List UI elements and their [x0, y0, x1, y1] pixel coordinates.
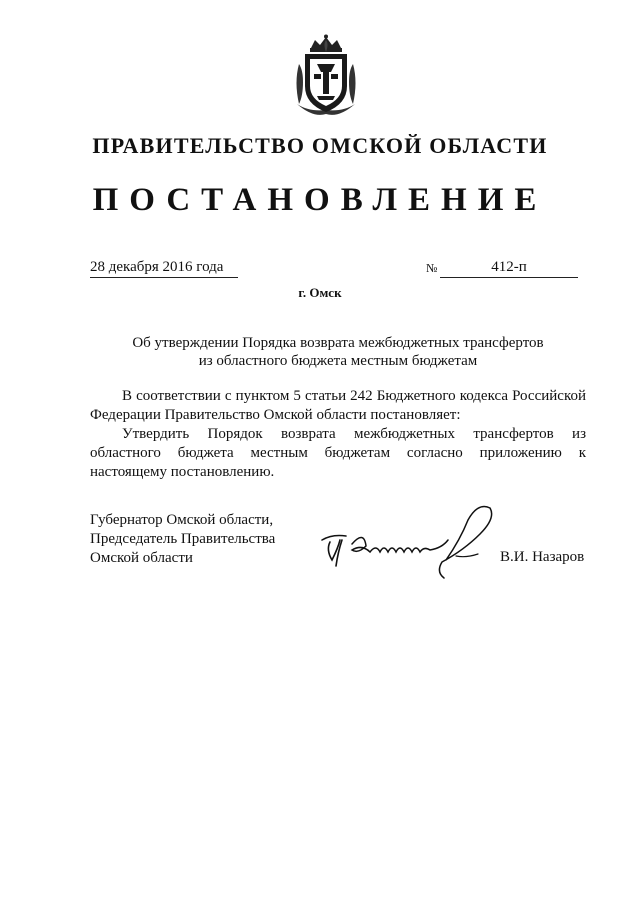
document-subject [90, 334, 586, 370]
city: г. Омск [298, 285, 342, 300]
signer-title-line: Губернатор Омской области, [90, 512, 274, 528]
document-body [90, 387, 586, 482]
number-sign: № [426, 261, 438, 275]
signer-title [90, 511, 275, 568]
document-date: 28 декабря 2016 года [90, 259, 238, 278]
document-number: 412-п [440, 259, 578, 278]
signer-title-line: Председатель Правительства [90, 531, 276, 547]
coat-of-arms-icon [293, 34, 359, 118]
signer-name: В.И. Назаров [500, 549, 585, 565]
subject-line: из областного бюджета местным бюджетам [198, 353, 478, 369]
body-paragraph: В соответствии с пунктом 5 статьи 242 Бюджетного кодекса Российской Федерации Правительство Омской области постановляет: [90, 388, 586, 423]
organization-title: ПРАВИТЕЛЬСТВО ОМСКОЙ ОБЛАСТИ [92, 133, 548, 158]
subject-line: Об утверждении Порядка возврата межбюджетных трансфертов [132, 335, 544, 351]
document-type-title: ПОСТАНОВЛЕНИЕ [92, 182, 548, 218]
handwritten-signature [318, 500, 498, 582]
signer-title-line: Омской области [90, 550, 193, 566]
body-paragraph: Утвердить Порядок возврата межбюджетных трансфертов из областного бюджета местным бюджетам согласно приложению к настоящему постановлению. [90, 426, 586, 480]
